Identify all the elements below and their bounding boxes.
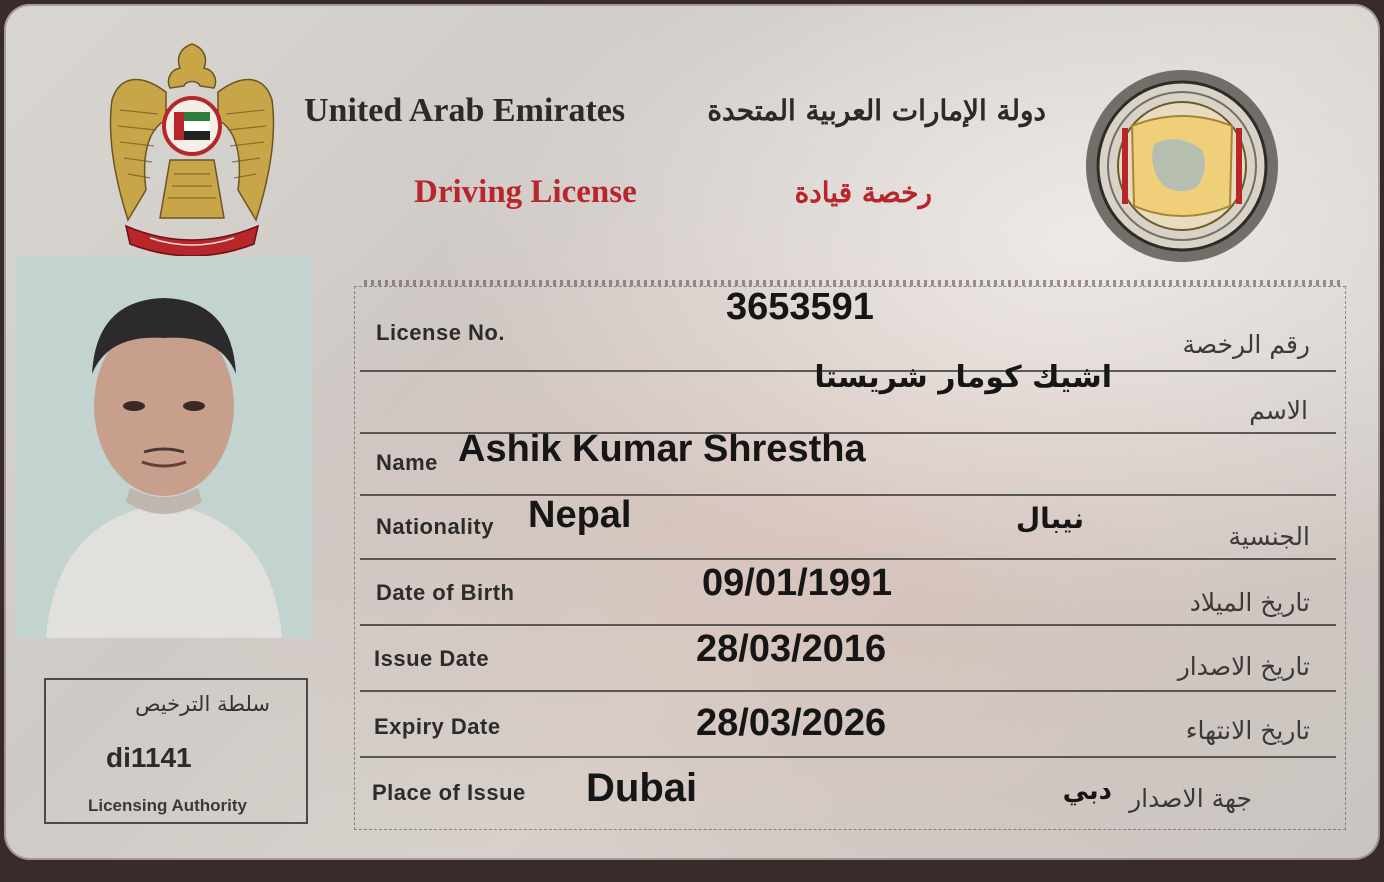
row-divider xyxy=(360,558,1336,560)
licensing-authority-box xyxy=(44,678,308,824)
dob-label-en: Date of Birth xyxy=(376,580,515,605)
dob-value: 09/01/1991 xyxy=(702,562,893,604)
row-divider xyxy=(360,690,1336,692)
issue-date-label-ar: تاريخ الاصدار xyxy=(1177,652,1310,681)
row-divider xyxy=(360,624,1336,626)
dob-label-ar: تاريخ الميلاد xyxy=(1189,588,1310,617)
country-name-ar: دولة الإمارات العربية المتحدة xyxy=(707,94,1046,127)
expiry-date-label-ar: تاريخ الانتهاء xyxy=(1185,716,1310,745)
expiry-date-value: 28/03/2026 xyxy=(696,702,887,744)
nationality-label-en: Nationality xyxy=(376,514,494,539)
licensing-authority-code: di1141 xyxy=(106,742,192,773)
country-name-en: United Arab Emirates xyxy=(304,92,626,129)
driving-license-card xyxy=(4,4,1380,860)
nationality-label-ar: الجنسية xyxy=(1228,522,1310,551)
document-title-en: Driving License xyxy=(414,174,637,210)
nationality-value: Nepal xyxy=(528,494,632,536)
gcc-seal-icon xyxy=(1070,66,1292,266)
name-label-ar: الاسم xyxy=(1249,396,1308,425)
license-no-label-ar: رقم الرخصة xyxy=(1182,330,1310,359)
name-value: Ashik Kumar Shrestha xyxy=(458,428,866,470)
row-divider xyxy=(360,756,1336,758)
place-of-issue-label-ar: جهة الاصدار xyxy=(1129,784,1252,813)
issue-date-label-en: Issue Date xyxy=(374,646,490,671)
nationality-value-ar: نيبال xyxy=(1015,502,1084,535)
place-of-issue-value-ar: دبي xyxy=(1062,776,1112,806)
license-no-value: 3653591 xyxy=(726,286,874,328)
uae-falcon-emblem-icon xyxy=(106,40,278,256)
place-of-issue-label-en: Place of Issue xyxy=(372,780,526,805)
name-value-ar: اشيك كومار شريستا xyxy=(814,360,1112,395)
licensing-authority-label-en: Licensing Authority xyxy=(88,796,247,815)
row-divider xyxy=(360,494,1336,496)
document-title-ar: رخصة قيادة xyxy=(794,176,932,209)
issue-date-value: 28/03/2016 xyxy=(696,628,887,670)
name-label-en: Name xyxy=(376,450,438,475)
holder-photo xyxy=(16,256,312,638)
place-of-issue-value: Dubai xyxy=(586,766,698,810)
expiry-date-label-en: Expiry Date xyxy=(374,714,501,739)
license-no-label-en: License No. xyxy=(376,320,505,345)
licensing-authority-label-ar: سلطة الترخيص xyxy=(135,692,270,716)
